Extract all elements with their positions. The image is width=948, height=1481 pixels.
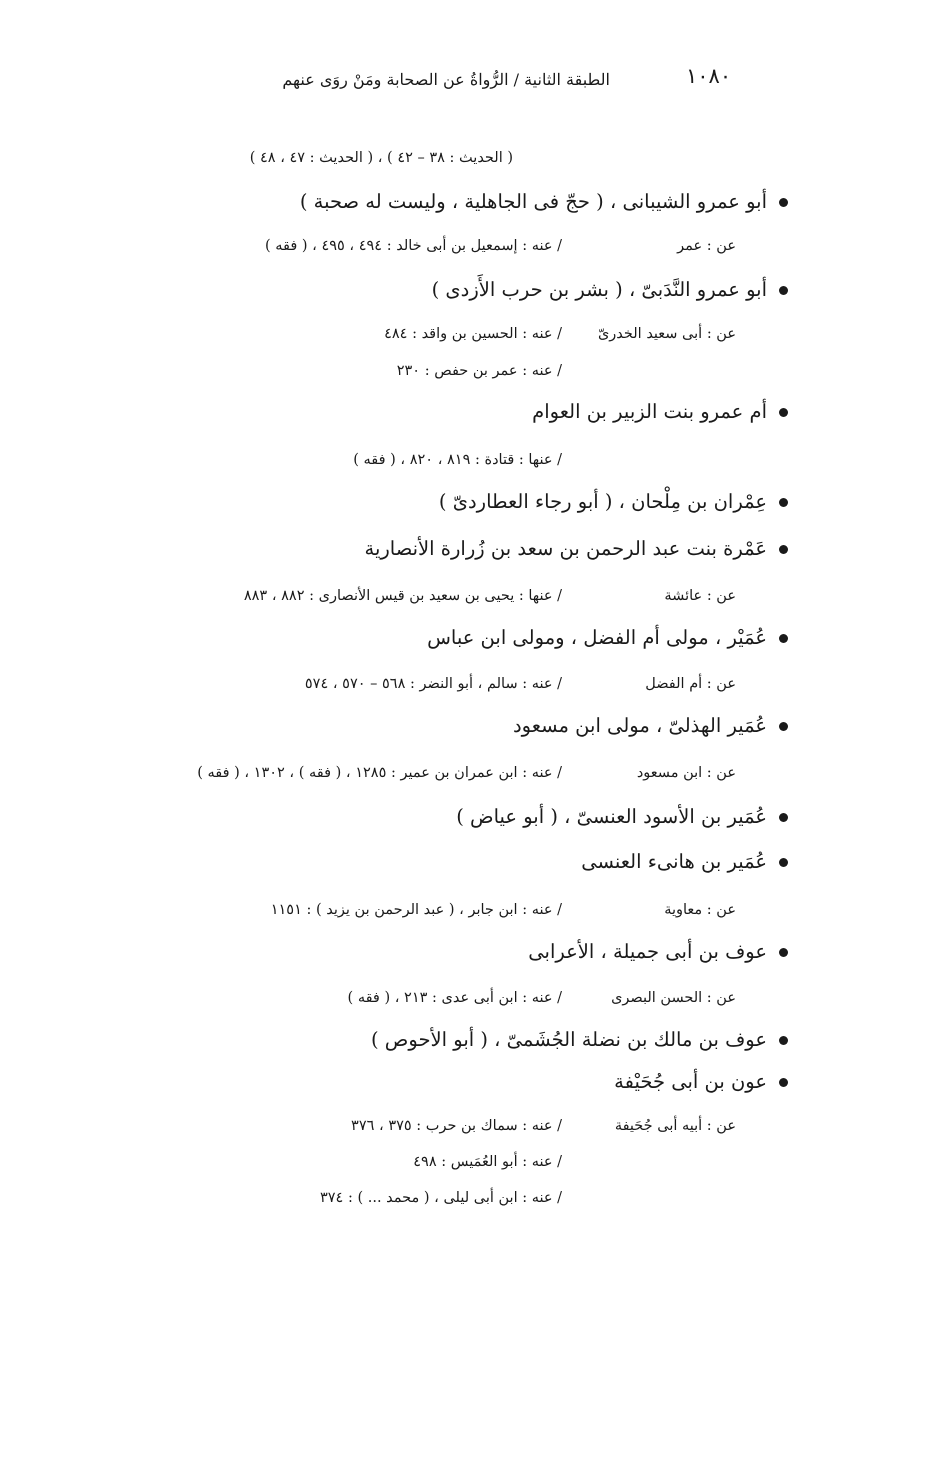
narration-to: / عنه : سالم ، أبو النضر : ٥٦٨ – ٥٧٠ ، ٥٧٤ (304, 676, 562, 692)
narration-to: / عنه : ابن أبى عدى : ٢١٣ ، ( فقه ) (347, 990, 562, 1006)
narrator-name: عوف بن مالك بن نضلة الجُشَمىّ ، ( أبو الأحوص ) (371, 1028, 767, 1051)
narrator-entry (528, 940, 788, 963)
narration-from: عن : أم الفضل (645, 676, 736, 692)
narrator-name: عُمَير الهذلىّ ، مولى ابن مسعود (512, 714, 767, 737)
narrator-name: أبو عمرو النَّدَبىّ ، ( بشر بن حرب الأَزدى ) (431, 278, 767, 301)
narrator-entry (513, 714, 788, 737)
narrator-entry (300, 190, 788, 213)
narration-from: عن : الحسن البصرى (611, 990, 736, 1006)
narrator-entry (371, 1028, 788, 1051)
narration-from: عن : عائشة (664, 588, 736, 604)
running-header: الطبقة الثانية / الرُّواةُ عن الصحابة ومَنْ روَى عنهم (282, 70, 610, 89)
narration-to: / عنه : ابن جابر ، ( عبد الرحمن بن يزيد ) : ١١٥١ (270, 902, 562, 918)
narrator-name: عَمْرة بنت عبد الرحمن بن سعد بن زُرارة الأنصارية (364, 537, 767, 560)
narration-from: عن : أبى سعيد الخدرىّ (597, 326, 736, 342)
narration-from: عن : ابن مسعود (636, 765, 736, 781)
hadith-reference: ( الحديث : ٣٨ – ٤٢ ) ، ( الحديث : ٤٧ ، ٤٨ ) (249, 150, 513, 166)
narrator-name: عُمَير بن هانىء العنسى (581, 850, 767, 873)
page-number: ١٠٨٠ (686, 64, 732, 88)
bullet-icon (779, 498, 788, 507)
narration-to: / عنها : يحيى بن سعيد بن قيس الأنصارى : ٨٨٢ ، ٨٨٣ (243, 588, 562, 604)
narration-to: / عنه : سماك بن حرب : ٣٧٥ ، ٣٧٦ (351, 1118, 562, 1134)
bullet-icon (779, 948, 788, 957)
narrator-entry (364, 537, 788, 560)
narration-to: / عنه : ابن أبى ليلى ، ( محمد ... ) : ٣٧٤ (319, 1190, 562, 1206)
bullet-icon (779, 858, 788, 867)
narrator-name: أم عمرو بنت الزبير بن العوام (532, 400, 767, 423)
narration-from: عن : معاوية (664, 902, 736, 918)
narrator-entry (581, 850, 788, 873)
narration-to: / عنه : الحسين بن واقد : ٤٨٤ (384, 326, 562, 342)
bullet-icon (779, 813, 788, 822)
bullet-icon (779, 198, 788, 207)
narration-to: / عنه : إسمعيل بن أبى خالد : ٤٩٤ ، ٤٩٥ ، ( فقه ) (264, 238, 562, 254)
narrator-name: عون بن أبى جُحَيْفة (614, 1070, 767, 1093)
narration-to: / عنه : أبو العُمَيس : ٤٩٨ (413, 1154, 562, 1170)
bullet-icon (779, 286, 788, 295)
narrator-entry (439, 490, 788, 513)
narration-to: / عنها : قتادة : ٨١٩ ، ٨٢٠ ، ( فقه ) (353, 452, 562, 468)
bullet-icon (779, 545, 788, 554)
narrator-name: عِمْران بن مِلْحان ، ( أبو رجاء العطاردىّ ) (438, 490, 767, 513)
narration-from: عن : أبيه أبى جُحَيفة (614, 1118, 736, 1134)
narration-to: / عنه : عمر بن حفص : ٢٣٠ (396, 363, 562, 379)
narrator-name: عُمَير بن الأسود العنسىّ ، ( أبو عياض ) (456, 805, 767, 828)
bullet-icon (779, 634, 788, 643)
narrator-name: عُمَيْر ، مولى أم الفضل ، ومولى ابن عباس (427, 626, 767, 649)
narrator-entry (427, 626, 788, 649)
bullet-icon (779, 408, 788, 417)
bullet-icon (779, 722, 788, 731)
narrator-entry (614, 1070, 788, 1093)
bullet-icon (779, 1036, 788, 1045)
narration-from: عن : عمر (677, 238, 736, 254)
narration-to: / عنه : ابن عمران بن عمير : ١٢٨٥ ، ( فقه ) ، ١٣٠٢ ، ( فقه ) (197, 765, 562, 781)
narrator-name: عوف بن أبى جميلة ، الأعرابى (528, 940, 767, 963)
bullet-icon (779, 1078, 788, 1087)
narrator-entry (532, 400, 788, 423)
narrator-entry (456, 805, 788, 828)
narrator-entry (432, 278, 788, 301)
narrator-name: أبو عمرو الشيبانى ، ( حجّ فى الجاهلية ، وليست له صحبة ) (299, 190, 767, 213)
